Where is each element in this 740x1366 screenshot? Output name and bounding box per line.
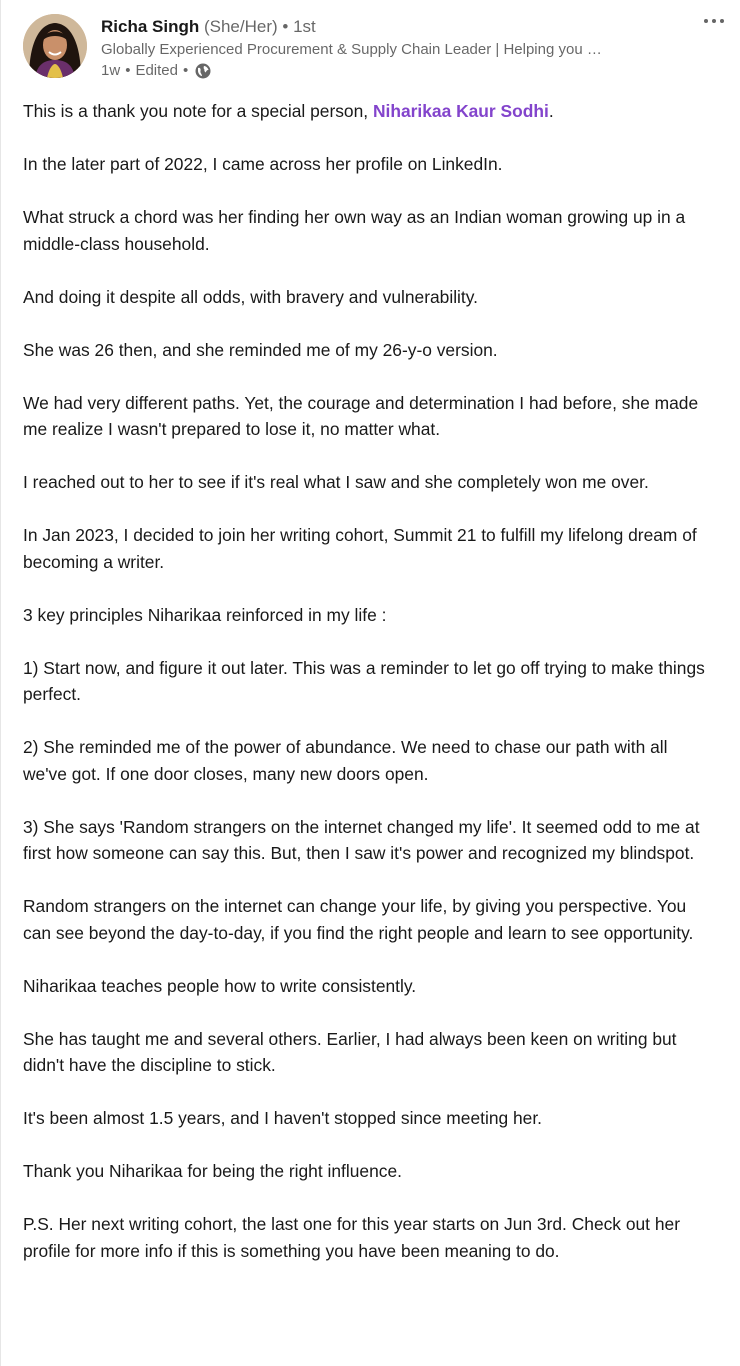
author-pronouns: (She/Her) bbox=[203, 17, 278, 36]
post-paragraph: P.S. Her next writing cohort, the last one for this year starts on Jun 3rd. Check out her profile for more info if this is something you have been meaning to do. bbox=[23, 1214, 680, 1261]
author-name-line bbox=[101, 16, 681, 38]
mention-link[interactable]: Niharikaa Kaur Sodhi bbox=[372, 101, 549, 121]
post-paragraph: In Jan 2023, I decided to join her writing cohort, Summit 21 to fulfill my lifelong dream of becoming a writer. bbox=[23, 525, 697, 572]
post-paragraph: 1) Start now, and figure it out later. This was a reminder to let go off trying to make things perfect. bbox=[23, 657, 705, 704]
post-paragraph: 2) She reminded me of the power of abundance. We need to chase our path with all we've got. If one door closes, many new doors open. bbox=[23, 737, 668, 784]
connection-degree: 1st bbox=[293, 17, 316, 36]
post-paragraph: This is a thank you note for a special person, Niharikaa Kaur Sodhi. bbox=[23, 101, 554, 121]
more-options-icon[interactable] bbox=[701, 12, 727, 30]
post-paragraph: Random strangers on the internet can change your life, by giving you perspective. You can see beyond the day-to-day, if you find the right people and learn to see opportunity. bbox=[23, 896, 694, 943]
degree-separator: • bbox=[282, 17, 289, 36]
post-timestamp-line: 1w • Edited • bbox=[101, 61, 681, 81]
post-paragraph: Thank you Niharikaa for being the right influence. bbox=[23, 1161, 402, 1181]
post-paragraph: It's been almost 1.5 years, and I haven't stopped since meeting her. bbox=[23, 1108, 543, 1128]
post-paragraph: Niharikaa teaches people how to write consistently. bbox=[23, 975, 417, 996]
author-headline[interactable]: Globally Experienced Procurement & Supply Chain Leader | Helping you … bbox=[101, 41, 602, 58]
post-paragraph: I reached out to her to see if it's real what I saw and she completely won me over. bbox=[23, 472, 649, 492]
post-paragraph: What struck a chord was her finding her own way as an Indian woman growing up in a middle-class household. bbox=[23, 207, 686, 254]
post-header bbox=[23, 12, 723, 84]
globe-icon bbox=[194, 62, 212, 80]
post-paragraph: We had very different paths. Yet, the courage and determination I had before, she made me realize I wasn't prepared to lose it, no matter what. bbox=[23, 392, 699, 439]
avatar[interactable] bbox=[23, 14, 87, 78]
post-paragraph: 3) She says 'Random strangers on the internet changed my life'. It seemed odd to me at first how someone can say this. But, then I saw it's power and recognized my blindspot. bbox=[23, 816, 700, 863]
post-time: 1w bbox=[101, 62, 121, 79]
author-name[interactable]: Richa Singh bbox=[101, 17, 200, 36]
post-paragraph: And doing it despite all odds, with bravery and vulnerability. bbox=[23, 286, 478, 307]
edited-label: Edited bbox=[135, 62, 178, 79]
post-paragraph: 3 key principles Niharikaa reinforced in my life : bbox=[23, 604, 387, 625]
author-meta bbox=[101, 16, 681, 81]
post-paragraph: She has taught me and several others. Earlier, I had always been keen on writing but didn't have the discipline to stick. bbox=[23, 1028, 677, 1075]
post-paragraph: She was 26 then, and she reminded me of my 26-y-o version. bbox=[23, 339, 498, 360]
post-body bbox=[23, 98, 713, 1264]
post-paragraph: In the later part of 2022, I came across her profile on LinkedIn. bbox=[23, 154, 503, 174]
